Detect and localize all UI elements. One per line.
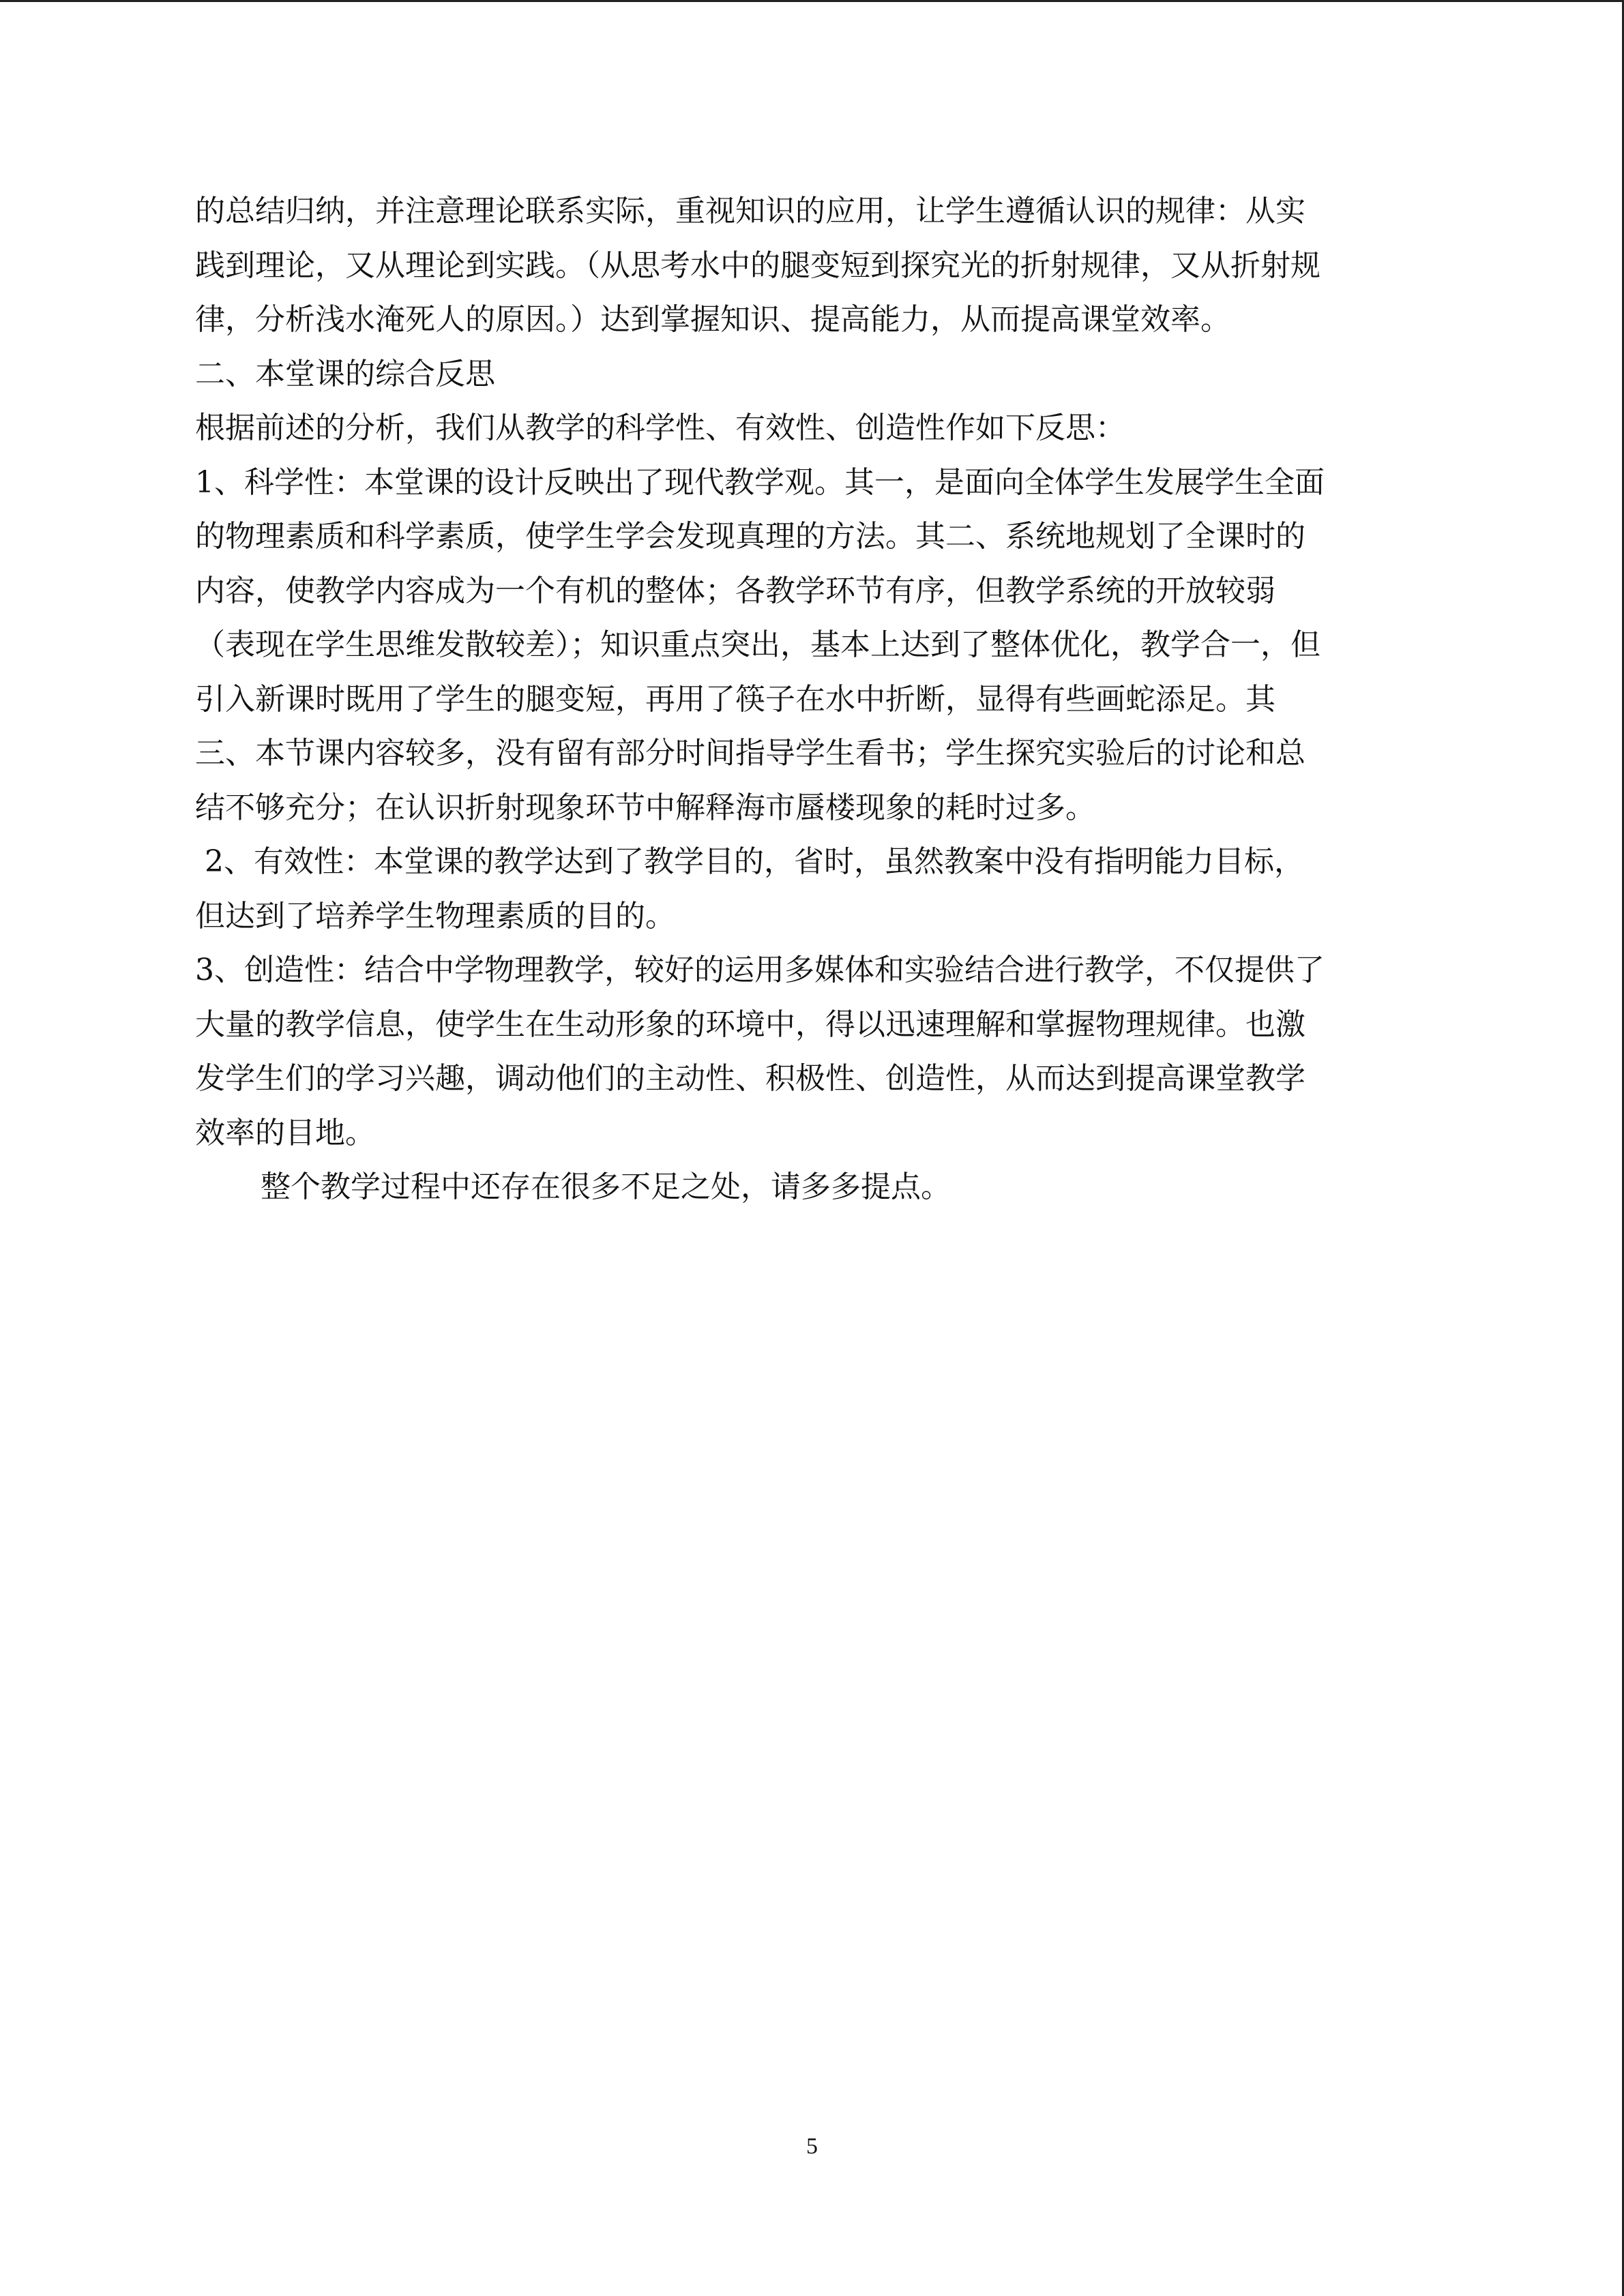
paragraph-line-18: 效率的目地。 <box>195 1115 375 1150</box>
paragraph-line-5: 根据前述的分析，我们从教学的科学性、有效性、创造性作如下反思： <box>195 411 1125 445</box>
paragraph-line-14: 但达到了培养学生物理素质的目的。 <box>195 898 675 934</box>
document-body <box>195 184 1423 1214</box>
paragraph-line-15: 3、创造性：结合中学物理教学，较好的运用多媒体和实验结合进行教学，不仅提供了 <box>195 953 1325 987</box>
closing-line: 整个教学过程中还存在很多不足之处，请多多提点。 <box>261 1169 951 1204</box>
paragraph-line-6: 1、科学性：本堂课的设计反映出了现代教学观。其一，是面向全体学生发展学生全面 <box>195 464 1325 500</box>
paragraph-line-8: 内容，使教学内容成为一个有机的整体；各教学环节有序，但教学系统的开放较弱 <box>195 573 1275 608</box>
paragraph-line-9: （表现在学生思维发散较差）；知识重点突出，基本上达到了整体优化，教学合一，但 <box>195 627 1320 662</box>
paragraph-line-16: 大量的教学信息，使学生在生动形象的环境中，得以迅速理解和掌握物理规律。也激 <box>195 1007 1305 1042</box>
paragraph-line-10: 引入新课时既用了学生的腿变短，再用了筷子在水中折断，显得有些画蛇添足。其 <box>195 681 1275 717</box>
paragraph-line-3: 律，分析浅水淹死人的原因。）达到掌握知识、提高能力，从而提高课堂效率。 <box>195 302 1230 337</box>
page-border-top <box>0 0 1624 2</box>
paragraph-line-17: 发学生们的学习兴趣，调动他们的主动性、积极性、创造性，从而达到提高课堂教学 <box>195 1061 1305 1096</box>
section-heading: 二、本堂课的综合反思 <box>195 356 495 391</box>
paragraph-line-2: 践到理论，又从理论到实践。（从思考水中的腿变短到探究光的折射规律，又从折射规 <box>195 248 1320 283</box>
paragraph-line-11: 三、本节课内容较多，没有留有部分时间指导学生看书；学生探究实验后的讨论和总 <box>195 736 1305 771</box>
paragraph-line-12: 结不够充分；在认识折射现象环节中解释海市蜃楼现象的耗时过多。 <box>195 790 1095 825</box>
page-number: 5 <box>806 2134 818 2159</box>
paragraph-line-1: 的总结归纳，并注意理论联系实际，重视知识的应用，让学生遵循认识的规律：从实 <box>195 194 1305 228</box>
paragraph-line-7: 的物理素质和科学素质，使学生学会发现真理的方法。其二、系统地规划了全课时的 <box>195 519 1305 554</box>
paragraph-line-13: 2、有效性：本堂课的教学达到了教学目的，省时，虽然教案中没有指明能力目标， <box>205 844 1304 879</box>
